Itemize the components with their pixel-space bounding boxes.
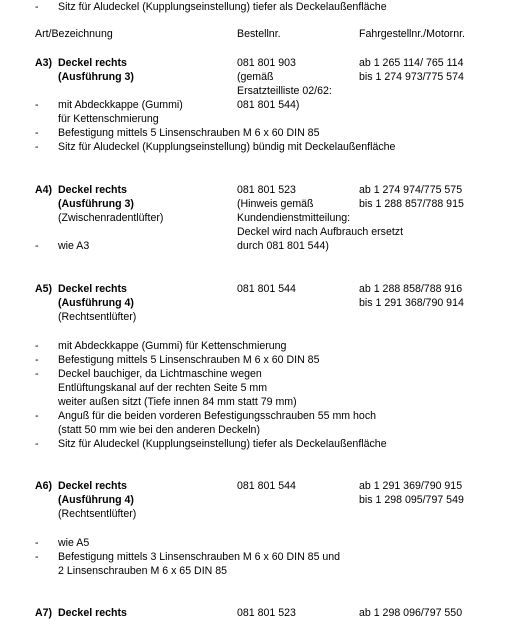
a3-bullet-text: mit Abdeckkappe (Gummi)	[58, 99, 183, 111]
a6-bullet-text: wie A5	[58, 537, 90, 549]
a4-order-line: 081 801 523	[237, 184, 296, 196]
a5-bullet-text: weiter außen sitzt (Tiefe innen 84 mm statt 79 mm)	[58, 396, 297, 408]
a4-bullet-text: wie A3	[58, 240, 90, 252]
a3-order-line: 081 801 544)	[237, 99, 300, 111]
bullet-dash: -	[35, 537, 39, 549]
a5-note: (Rechtsentlüfter)	[58, 311, 137, 323]
a4-note: (Zwischenradentlüfter)	[58, 212, 164, 224]
a5-variant: (Ausführung 4)	[58, 297, 134, 309]
a5-bullet-text: Deckel bauchiger, da Lichtmaschine wegen	[58, 368, 262, 380]
a5-bullet-text: Entlüftungskanal auf der rechten Seite 5 mm	[58, 382, 268, 394]
a6-bullet-text: 2 Linsenschrauben M 6 x 65 DIN 85	[58, 565, 228, 577]
a6-bullet-text: Befestigung mittels 3 Linsenschrauben M 6 x 60 DIN 85 und	[58, 551, 341, 563]
a5-bullet-text: Anguß für die beiden vorderen Befestigungsschrauben 55 mm hoch	[58, 410, 377, 422]
a7-order: 081 801 523	[237, 607, 296, 619]
bullet-dash: -	[35, 410, 39, 422]
a4-title: Deckel rechts	[58, 184, 127, 196]
a5-bullet-text: (statt 50 mm wie bei den anderen Deckeln)	[58, 424, 260, 436]
bullet-dash: -	[35, 99, 39, 111]
a4-variant: (Ausführung 3)	[58, 198, 134, 210]
bullet-dash: -	[35, 368, 39, 380]
a6-title: Deckel rechts	[58, 480, 127, 492]
a4-label: A4)	[35, 184, 53, 196]
a3-order-line: (gemäß	[237, 71, 274, 83]
bullet-dash: -	[35, 354, 39, 366]
a4-chassis-line: bis 1 288 857/788 915	[359, 198, 464, 210]
a6-label: A6)	[35, 480, 53, 492]
a4-order-line: Kundendienstmitteilung:	[237, 212, 351, 224]
bullet-dash: -	[35, 240, 39, 252]
a7-chassis: ab 1 298 096/797 550	[359, 607, 463, 619]
a4-order-line: (Hinweis gemäß	[237, 198, 314, 210]
header-fahrgestellnr: Fahrgestellnr./Motornr.	[359, 28, 465, 40]
a3-variant: (Ausführung 3)	[58, 71, 134, 83]
a4-order-line: durch 081 801 544)	[237, 240, 329, 252]
bullet-dash: -	[35, 340, 39, 352]
a5-bullet-text: Befestigung mittels 5 Linsenschrauben M 6 x 60 DIN 85	[58, 354, 320, 366]
a5-bullet-text: Sitz für Aludeckel (Kupplungseinstellung) tiefer als Deckelaußenfläche	[58, 438, 387, 450]
a5-chassis-line: bis 1 291 368/790 914	[359, 297, 464, 309]
a3-bullet-text: für Kettenschmierung	[58, 113, 159, 125]
header-art-bezeichnung: Art/Bezeichnung	[35, 28, 113, 40]
top-bullet-text: Sitz für Aludeckel (Kupplungseinstellung) tiefer als Deckelaußenfläche	[58, 1, 387, 13]
a3-order-line: Ersatzteilliste 02/62:	[237, 85, 332, 97]
a4-chassis-line: ab 1 274 974/775 575	[359, 184, 463, 196]
a3-order-line: 081 801 903	[237, 57, 296, 69]
a6-variant: (Ausführung 4)	[58, 494, 134, 506]
a3-chassis-line: bis 1 274 973/775 574	[359, 71, 464, 83]
a5-label: A5)	[35, 283, 53, 295]
a7-label: A7)	[35, 607, 53, 619]
a3-bullet-text: Sitz für Aludeckel (Kupplungseinstellung) bündig mit Deckelaußenfläche	[58, 141, 396, 153]
bullet-dash: -	[35, 127, 39, 139]
bullet-dash: -	[35, 551, 39, 563]
a3-chassis-line: ab 1 265 114/ 765 114	[359, 57, 464, 69]
header-bestellnr: Bestellnr.	[237, 28, 281, 40]
bullet-dash: -	[35, 1, 39, 13]
a6-chassis-line: bis 1 298 095/797 549	[359, 494, 464, 506]
a3-label: A3)	[35, 57, 53, 69]
a5-title: Deckel rechts	[58, 283, 127, 295]
a3-bullet-text: Befestigung mittels 5 Linsenschrauben M 6 x 60 DIN 85	[58, 127, 320, 139]
a6-chassis-line: ab 1 291 369/790 915	[359, 480, 463, 492]
a6-note: (Rechtsentlüfter)	[58, 508, 137, 520]
a5-order: 081 801 544	[237, 283, 296, 295]
a3-title: Deckel rechts	[58, 57, 127, 69]
a5-bullet-text: mit Abdeckkappe (Gummi) für Kettenschmierung	[58, 340, 287, 352]
a4-order-line: Deckel wird nach Aufbrauch ersetzt	[237, 226, 404, 238]
bullet-dash: -	[35, 438, 39, 450]
a7-title: Deckel rechts	[58, 607, 127, 619]
a6-order: 081 801 544	[237, 480, 296, 492]
bullet-dash: -	[35, 141, 39, 153]
a5-chassis-line: ab 1 288 858/788 916	[359, 283, 463, 295]
